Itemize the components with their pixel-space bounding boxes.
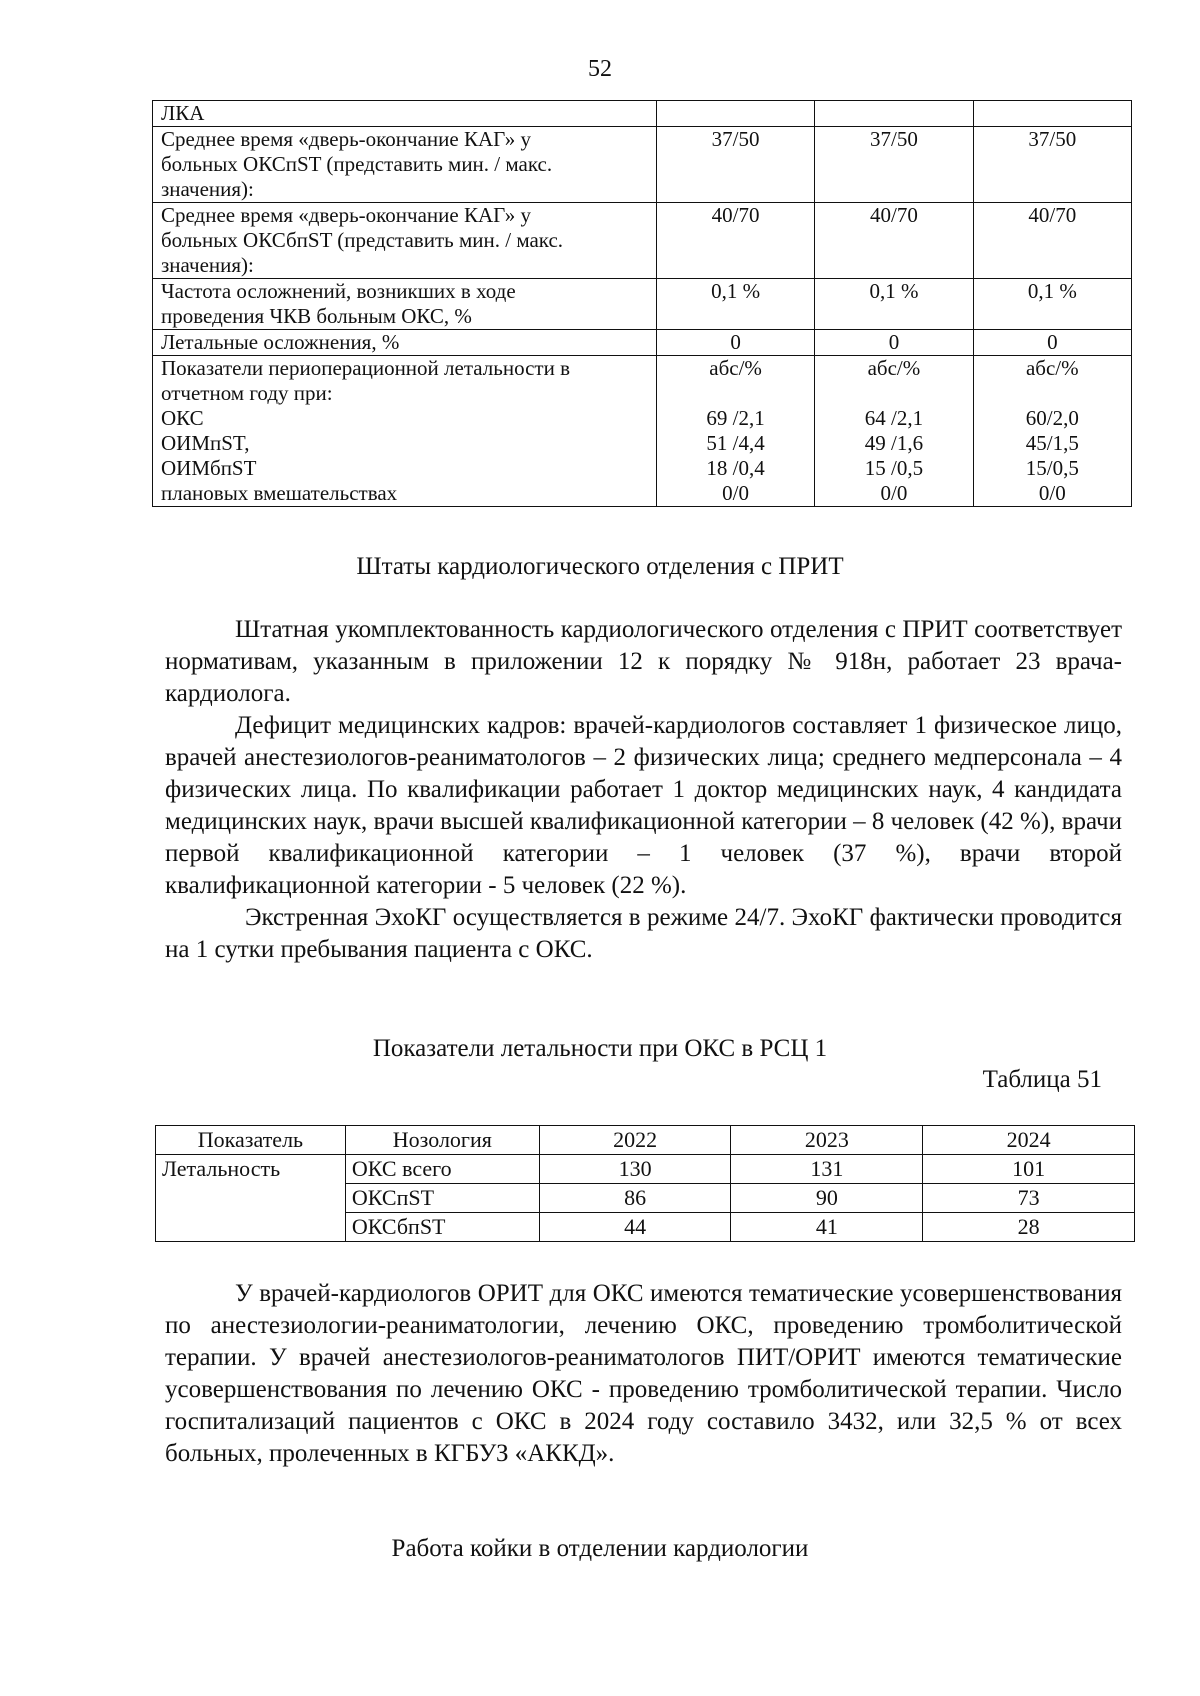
value-cell: 130	[539, 1155, 731, 1184]
nosology-cell: ОКС всего	[345, 1155, 539, 1184]
value-cell	[973, 127, 1131, 203]
value-line	[661, 101, 810, 126]
section-title-mortality: Показатели летальности при ОКС в РСЦ 1	[372, 1035, 828, 1062]
mortality-table	[155, 1125, 1135, 1242]
indicator-label-cell	[153, 101, 657, 127]
header-2024: 2024	[923, 1126, 1135, 1155]
table-row	[153, 101, 1132, 127]
label-line: Частота осложнений, возникших в ходе	[161, 279, 516, 303]
paragraph-staffing: Штатная укомплектованность кардиологического отделения с ПРИТ соответствует нормативам, указанным в приложении 12 к порядку № 918н, работает 23 врача-кардиолога.	[165, 616, 1122, 707]
training-paragraph	[165, 1278, 1122, 1470]
value-line: 0/0	[880, 481, 908, 505]
indicator-label-cell	[153, 330, 657, 356]
value-line: 69 /2,1	[706, 406, 765, 430]
page-number: 52	[588, 56, 612, 82]
staff-paragraphs	[165, 614, 1122, 966]
paragraph-echo: Экстренная ЭхоКГ осуществляется в режиме 24/7. ЭхоКГ фактически проводится на 1 сутки пребывания пациента с ОКС.	[165, 904, 1122, 963]
indicator-label-cell	[153, 203, 657, 279]
value-cell	[656, 101, 814, 127]
label-line: проведения ЧКВ больным ОКС, %	[161, 304, 472, 328]
value-line: абс/%	[709, 356, 762, 380]
value-line: 45/1,5	[1025, 431, 1079, 455]
value-line: 40/70	[711, 203, 760, 227]
value-line: абс/%	[867, 356, 921, 380]
label-line: ОИМпST,	[161, 431, 250, 455]
table-row	[153, 330, 1132, 356]
indicator-label-cell	[153, 127, 657, 203]
indicator-label-cell	[153, 279, 657, 330]
label-line: больных ОКСпST (представить мин. / макс.	[161, 152, 553, 176]
value-line: 0	[1047, 330, 1058, 354]
value-line	[819, 381, 968, 406]
value-line: 37/50	[711, 127, 760, 151]
table-caption: Таблица 51	[982, 1066, 1102, 1093]
label-line: плановых вмешательствах	[161, 481, 398, 505]
table-row	[153, 279, 1132, 330]
value-cell	[815, 330, 973, 356]
value-line: 0	[888, 330, 900, 354]
value-line: 37/50	[870, 127, 918, 151]
value-line: 49 /1,6	[864, 431, 924, 455]
value-cell	[656, 203, 814, 279]
mortality-table-header	[156, 1126, 1135, 1155]
label-line: значения):	[161, 253, 254, 277]
header-nosology: Нозология	[345, 1126, 539, 1155]
table-row	[153, 127, 1132, 203]
value-line: 40/70	[870, 203, 918, 227]
value-line: 0	[730, 330, 741, 354]
value-line: абс/%	[1025, 356, 1079, 380]
table-row	[153, 203, 1132, 279]
label-line: значения):	[161, 177, 254, 201]
value-line: 0/0	[1038, 481, 1066, 505]
value-line: 60/2,0	[1025, 406, 1079, 430]
value-cell	[973, 356, 1131, 507]
value-line	[661, 381, 810, 406]
value-line: 18 /0,4	[706, 456, 765, 480]
value-line: 0,1 %	[869, 279, 919, 303]
label-line: Показатели периоперационной летальности в	[161, 356, 570, 380]
value-line: 40/70	[1028, 203, 1077, 227]
value-cell	[656, 356, 814, 507]
label-line: Летальные осложнения, %	[161, 330, 400, 354]
value-cell: 90	[731, 1184, 923, 1213]
value-line: 0/0	[722, 481, 749, 505]
header-indicator: Показатель	[156, 1126, 346, 1155]
label-line: Среднее время «дверь-окончание КАГ» у	[161, 127, 532, 151]
value-line	[819, 101, 968, 126]
value-line	[978, 381, 1127, 406]
nosology-cell: ОКСбпST	[345, 1213, 539, 1242]
label-line: больных ОКСбпST (представить мин. / макс.	[161, 228, 564, 252]
nosology-cell: ОКСпST	[345, 1184, 539, 1213]
indicator-cell: Летальность	[156, 1155, 346, 1242]
value-cell: 41	[731, 1213, 923, 1242]
value-cell	[973, 101, 1131, 127]
label-line: ЛКА	[161, 101, 205, 125]
value-cell: 73	[923, 1184, 1135, 1213]
section-title-staff: Штаты кардиологического отделения с ПРИТ	[356, 553, 844, 580]
value-cell	[656, 127, 814, 203]
value-line: 51 /4,4	[706, 431, 765, 455]
label-line: Среднее время «дверь-окончание КАГ» у	[161, 203, 532, 227]
table-row	[153, 356, 1132, 507]
label-line: ОКС	[161, 406, 204, 430]
value-cell	[815, 203, 973, 279]
label-line: ОИМбпST	[161, 456, 257, 480]
value-cell: 101	[923, 1155, 1135, 1184]
value-cell: 86	[539, 1184, 731, 1213]
indicator-label-cell	[153, 356, 657, 507]
value-line: 15 /0,5	[864, 456, 924, 480]
value-line: 15/0,5	[1025, 456, 1079, 480]
value-cell: 131	[731, 1155, 923, 1184]
value-cell: 44	[539, 1213, 731, 1242]
section-title-bed-work: Работа койки в отделении кардиологии	[391, 1535, 809, 1562]
header-2023: 2023	[731, 1126, 923, 1155]
paragraph-deficit: Дефицит медицинских кадров: врачей-кардиологов составляет 1 физическое лицо, врачей анестезиологов-реаниматологов – 2 физических лица; среднего медперсонала – 4 физических лица. По квалификации работает 1 доктор медицинских наук, 4 кандидата медицинских наук, врачи высшей квалификационной категории – 8 человек (42 %), врачи первой квалификационной категории – 1 человек (37 %), врачи второй квалификационной категории - 5 человек (22 %).	[165, 712, 1122, 899]
paragraph-training: У врачей-кардиологов ОРИТ для ОКС имеются тематические усовершенствования по анестезиологии-реаниматологии, лечению ОКС, проведению тромболитической терапии. У врачей анестезиологов-реаниматологов ПИТ/ОРИТ имеются тематические усовершенствования по лечению ОКС - проведению тромболитической терапии. Число госпитализаций пациентов с ОКС в 2024 году составило 3432, или 32,5 % от всех больных, пролеченных в КГБУЗ «АККД».	[165, 1280, 1122, 1467]
header-2022: 2022	[539, 1126, 731, 1155]
value-cell	[656, 279, 814, 330]
value-line: 0,1 %	[711, 279, 761, 303]
value-cell	[656, 330, 814, 356]
value-cell	[815, 127, 973, 203]
value-cell: 28	[923, 1213, 1135, 1242]
table-row	[156, 1155, 1135, 1184]
label-line: отчетном году при:	[161, 381, 333, 405]
value-cell	[973, 330, 1131, 356]
value-line: 0,1 %	[1027, 279, 1077, 303]
value-cell	[815, 101, 973, 127]
value-cell	[973, 279, 1131, 330]
value-line: 64 /2,1	[864, 406, 924, 430]
value-cell	[973, 203, 1131, 279]
value-line	[978, 101, 1127, 126]
value-cell	[815, 356, 973, 507]
pci-indicators-table	[152, 100, 1132, 507]
value-cell	[815, 279, 973, 330]
value-line: 37/50	[1028, 127, 1077, 151]
